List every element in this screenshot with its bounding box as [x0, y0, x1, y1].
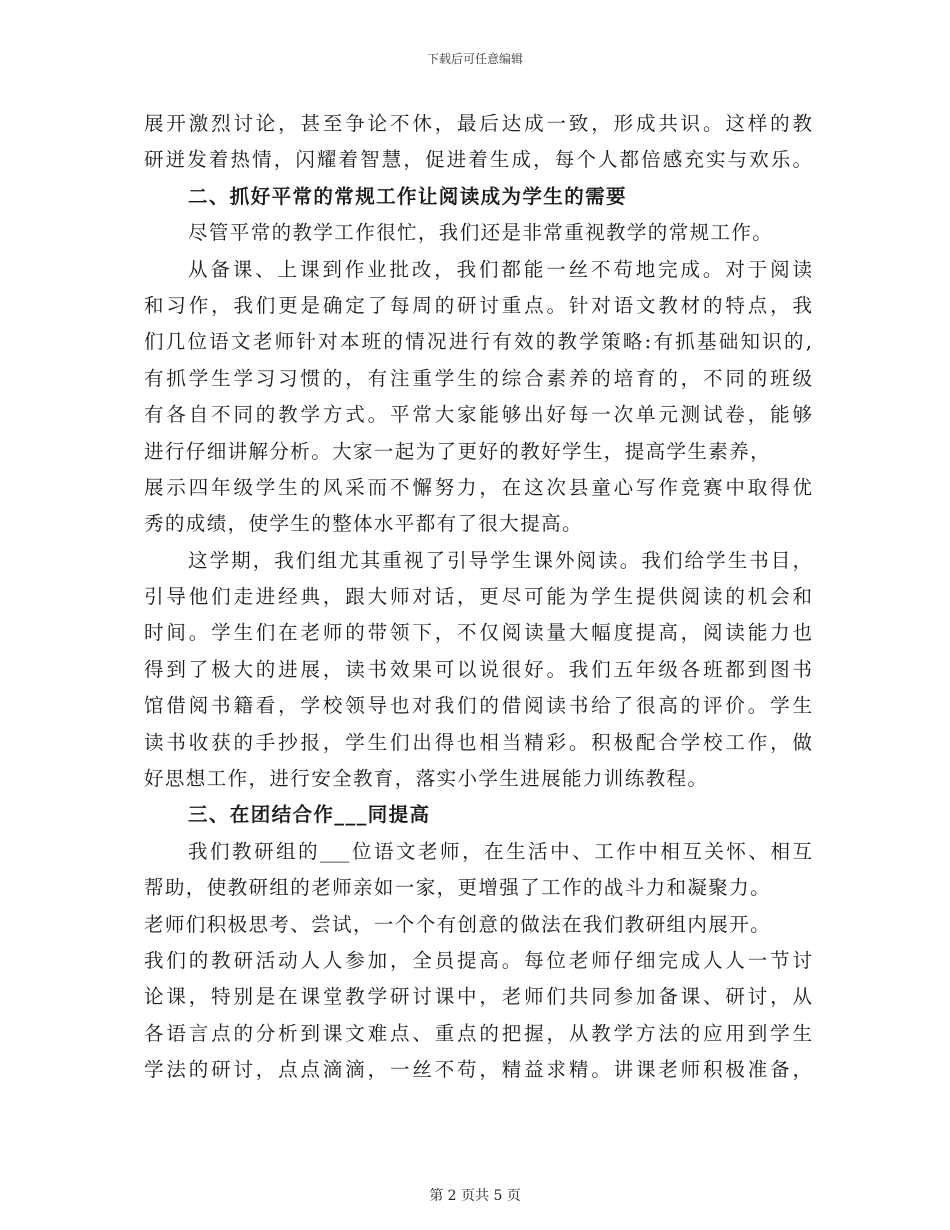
- body-line: 得到了极大的进展，读书效果可以说很好。我们五年级各班都到图书: [144, 657, 812, 681]
- body-line: 和习作，我们更是确定了每周的研讨重点。针对语文教材的特点，我: [144, 293, 812, 317]
- body-line: 引导他们走进经典，跟大师对话，更尽可能为学生提供阅读的机会和: [144, 585, 812, 609]
- section-heading-3: 三、在团结合作___同提高: [188, 803, 431, 827]
- body-line: 展示四年级学生的风采而不懈努力，在这次县童心写作竞赛中取得优: [144, 475, 812, 499]
- body-line: 帮助，使教研组的老师亲如一家，更增强了工作的战斗力和凝聚力。: [144, 876, 772, 900]
- paragraph-start-line: 从备课、上课到作业批改，我们都能一丝不苟地完成。对于阅读: [188, 257, 812, 281]
- body-line: 展开激烈讨论，甚至争论不休，最后达成一致，形成共识。这样的教: [144, 112, 812, 135]
- document-body: [144, 106, 812, 1089]
- body-line: 论课，特别是在课堂教学研讨课中，老师们共同参加备课、研讨，从: [144, 985, 812, 1009]
- body-line: 读书收获的手抄报，学生们出得也相当精彩。积极配合学校工作，做: [144, 730, 812, 754]
- body-line: 秀的成绩，使学生的整体水平都有了很大提高。: [144, 512, 583, 536]
- paragraph-start-line: 我们教研组的___位语文老师，在生活中、工作中相互关怀、相互: [188, 839, 812, 863]
- body-line: 进行仔细讲解分析。大家一起为了更好的教好学生，提高学生素养，: [144, 439, 772, 463]
- body-line: 馆借阅书籍看，学校领导也对我们的借阅读书给了很高的评价。学生: [144, 694, 812, 718]
- body-line: 各语言点的分析到课文难点、重点的把握，从教学方法的应用到学生: [144, 1021, 812, 1045]
- body-line: 研迸发着热情，闪耀着智慧，促进着生成，每个人都倍感充实与欢乐。: [144, 148, 812, 172]
- section-heading-2: 二、抓好平常的常规工作让阅读成为学生的需要: [188, 184, 627, 208]
- page-number: 第 2 页共 5 页: [429, 1188, 521, 1204]
- body-line: 有各自不同的教学方式。平常大家能够出好每一次单元测试卷，能够: [144, 403, 812, 427]
- body-line: 们几位语文老师针对本班的情况进行有效的教学策略:有抓基础知识的,: [144, 330, 812, 354]
- body-line: 老师们积极思考、尝试，一个个有创意的做法在我们教研组内展开。: [144, 912, 772, 936]
- body-line: 有抓学生学习习惯的，有注重学生的综合素养的培育的，不同的班级: [144, 366, 812, 390]
- body-line: 学法的研讨，点点滴滴，一丝不苟，精益求精。讲课老师积极准备，: [144, 1058, 812, 1082]
- body-line: 好思想工作，进行安全教育，落实小学生进展能力训练教程。: [144, 767, 709, 791]
- body-line: 我们的教研活动人人参加，全员提高。每位老师仔细完成人人一节讨: [144, 948, 812, 972]
- page-header-note: 下载后可任意编辑: [426, 52, 523, 66]
- body-line: 尽管平常的教学工作很忙，我们还是非常重视教学的常规工作。: [188, 221, 774, 245]
- paragraph-start-line: 这学期，我们组尤其重视了引导学生课外阅读。我们给学生书目，: [188, 548, 812, 572]
- body-line: 时间。学生们在老师的带领下，不仅阅读量大幅度提高，阅读能力也: [144, 621, 812, 645]
